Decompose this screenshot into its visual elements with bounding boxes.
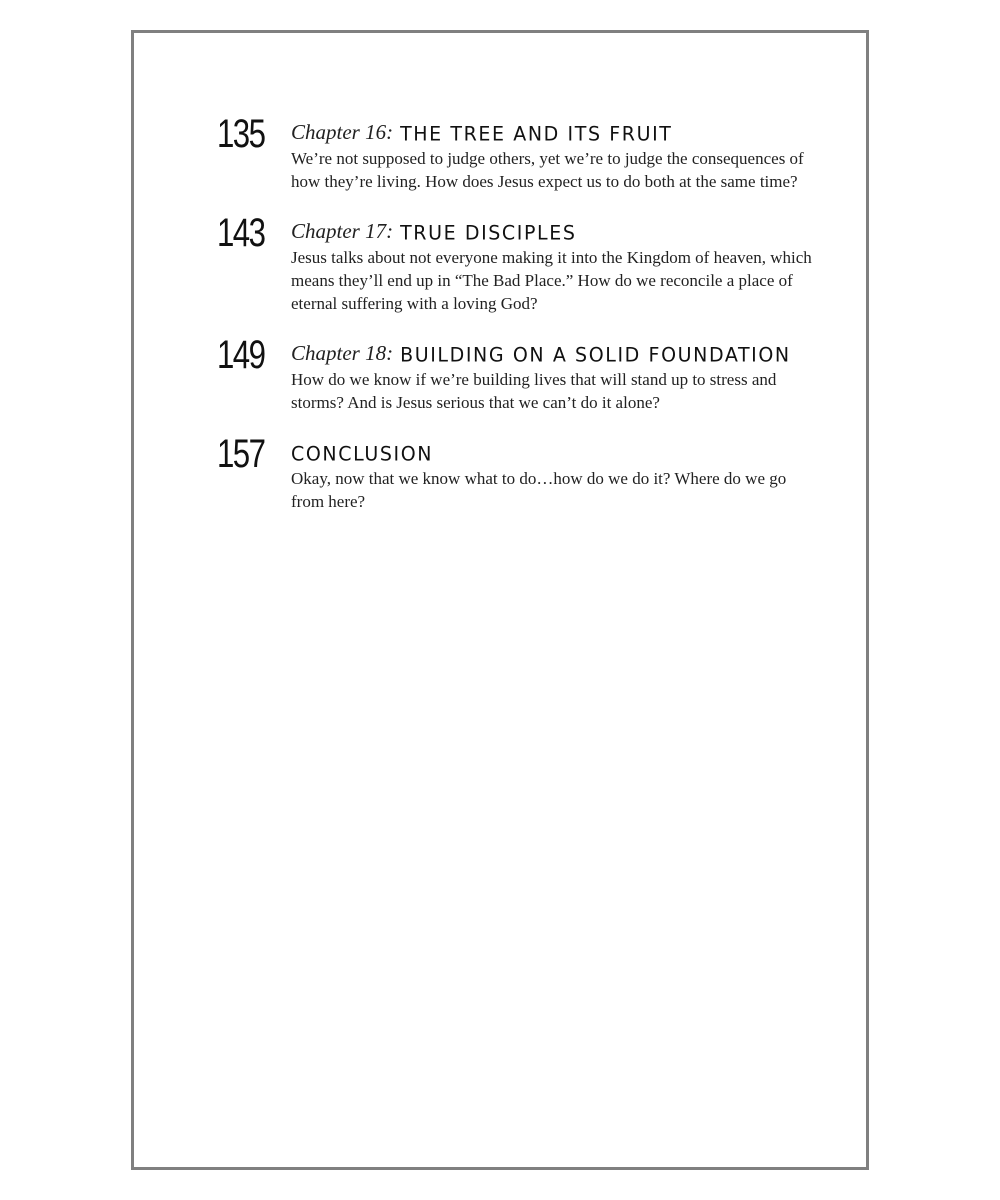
book-page <box>131 30 869 1170</box>
chapter-label: Chapter 17: <box>291 219 394 243</box>
entry-heading <box>291 214 817 244</box>
chapter-description: We’re not supposed to judge others, yet we’re to judge the consequences of how they’re living. How does Jesus expect us to do both at the same time? <box>291 149 804 191</box>
chapter-title: BUILDING ON A SOLID FOUNDATION <box>400 343 791 367</box>
page-number: 135 <box>217 112 265 156</box>
page-number: 143 <box>217 211 265 255</box>
entry-body <box>291 214 817 315</box>
entry-body <box>291 336 817 414</box>
page-number: 157 <box>217 432 265 476</box>
page-number: 149 <box>217 333 265 377</box>
chapter-description: How do we know if we’re building lives that will stand up to stress and storms? And is Jesus serious that we can’t do it alone? <box>291 370 777 412</box>
chapter-title: CONCLUSION <box>291 442 434 466</box>
entry-body <box>291 115 817 193</box>
toc-entry-chapter-18 <box>217 333 817 414</box>
chapter-title: TRUE DISCIPLES <box>400 221 577 245</box>
chapter-title: THE TREE AND ITS FRUIT <box>400 122 673 146</box>
chapter-description: Okay, now that we know what to do…how do we do it? Where do we go from here? <box>291 469 787 511</box>
entry-heading <box>291 435 817 465</box>
toc-entry-chapter-16 <box>217 112 817 193</box>
toc-entry-chapter-17 <box>217 211 817 315</box>
chapter-description: Jesus talks about not everyone making it into the Kingdom of heaven, which means they’ll end up in “The Bad Place.” How do we reconcile a place of eternal suffering with a loving God? <box>291 248 812 313</box>
table-of-contents <box>217 112 817 534</box>
entry-heading <box>291 115 817 145</box>
chapter-label: Chapter 18: <box>291 341 394 365</box>
entry-body <box>291 435 817 513</box>
entry-heading <box>291 336 817 366</box>
toc-entry-conclusion <box>217 432 817 513</box>
chapter-label: Chapter 16: <box>291 120 394 144</box>
